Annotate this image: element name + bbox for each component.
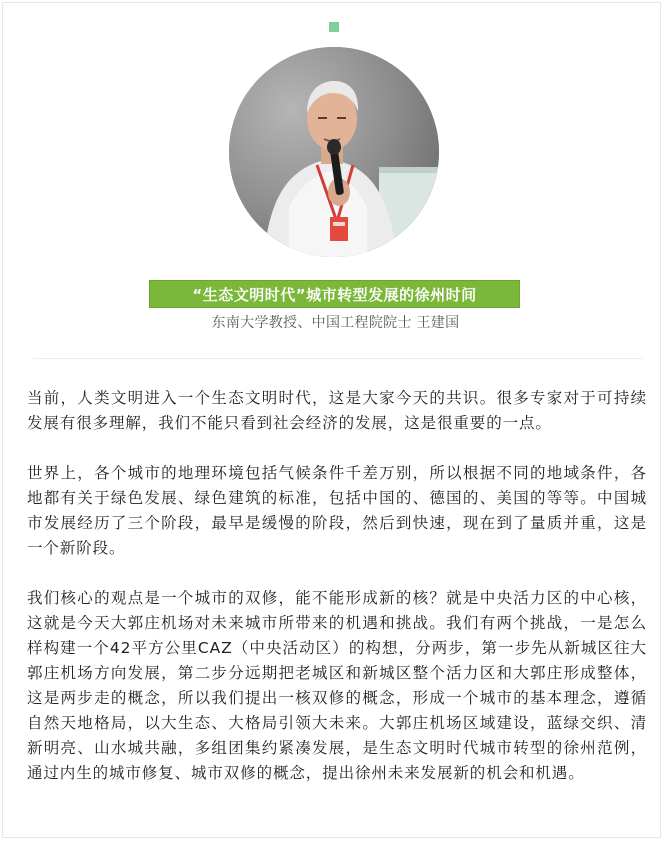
paragraph: 世界上，各个城市的地理环境包括气候条件千差万别，所以根据不同的地域条件，各地都有关于绿色发展、绿色建筑的标准，包括中国的、德国的、美国的等等。中国城市发展经历了三个阶段，最早是缓慢的阶段，然后到快速，现在到了量质并重，这是一个新阶段。 [27,464,647,557]
article-body [27,386,647,811]
article-title-bar [149,280,520,308]
speaker-photo [229,47,439,257]
article-card [2,2,661,838]
decorative-marker [329,22,339,32]
paragraph: 我们核心的观点是一个城市的双修，能不能形成新的核？就是中央活力区的中心核，这就是今天大郭庄机场对未来城市所带来的机遇和挑战。我们有两个挑战，一是怎么样构建一个42平方公里CAZ（中央活动区）的构想，分两步，第一步先从新城区往大郭庄机场方向发展，第二步分远期把老城区和新城区整个活力区和大郭庄形成整体，这是两步走的概念，所以我们提出一核双修的概念，形成一个城市的基本理念，遵循自然天地格局，以大生态、大格局引领大未来。大郭庄机场区域建设，蓝绿交织、清新明亮、山水城共融，多组团集约紧凑发展，是生态文明时代城市转型的徐州范例，通过内生的城市修复、城市双修的概念，提出徐州未来发展新的机会和机遇。 [27,589,647,782]
paragraph: 当前，人类文明进入一个生态文明时代，这是大家今天的共识。很多专家对于可持续发展有很多理解，我们不能只看到社会经济的发展，这是很重要的一点。 [27,389,647,432]
divider [33,358,643,359]
article-title: “生态文明时代”城市转型发展的徐州时间 [192,285,477,304]
speaker-byline: 东南大学教授、中国工程院院士 王建国 [211,315,460,331]
